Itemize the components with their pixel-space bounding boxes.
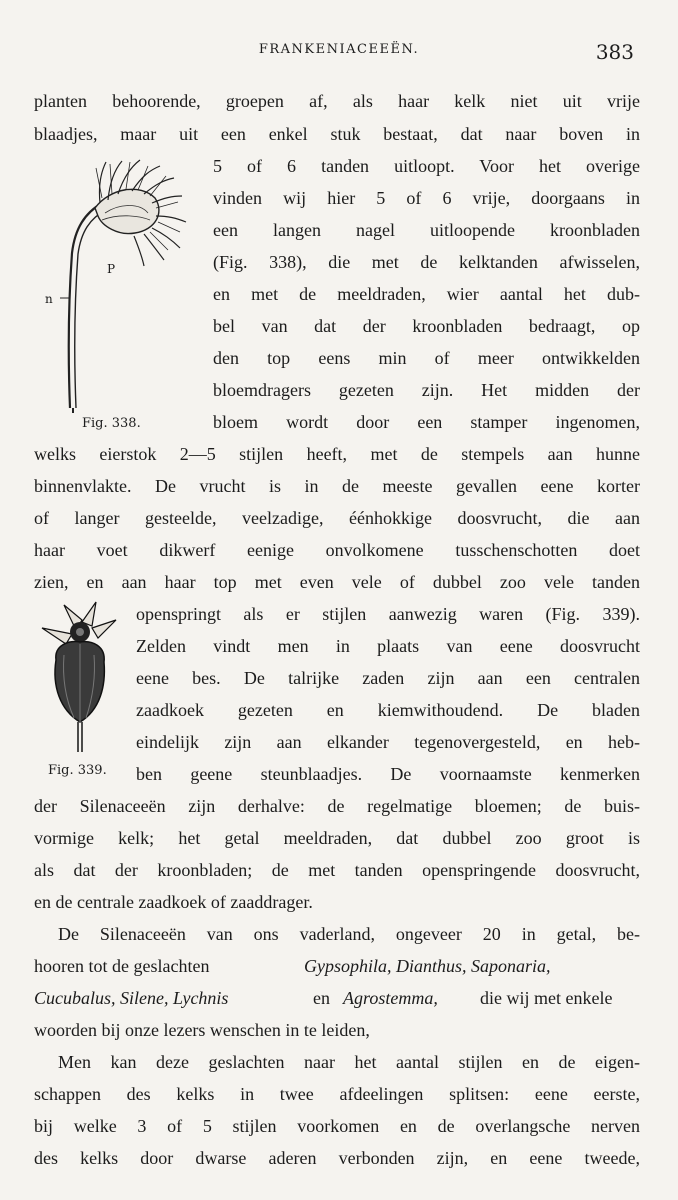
text-line: bel van dat der kroonbladen bedraagt, op [213,316,640,336]
text-line: 5 of 6 tanden uitloopt. Voor het overige [213,156,640,176]
text-line: blaadjes, maar uit een enkel stuk bestaat, dat naar boven in [34,124,640,144]
genus-names-line-1: Gypsophila, Dianthus, Saponaria, [304,956,551,976]
text-line: zien, en aan haar top met even vele of dubbel zoo vele tanden [34,572,640,592]
text-line: ben geene steunblaadjes. De voornaamste kenmerken [136,764,640,784]
figure-338 [40,158,200,418]
text-line: een langen nagel uitloopende kroonbladen [213,220,640,240]
text-line: hooren tot de geslachten [34,956,210,976]
figure-339-illustration [34,600,124,760]
text-line: vinden wij hier 5 of 6 vrije, doorgaans in [213,188,640,208]
text-line: Zelden vindt men in plaats van eene doosvrucht [136,636,640,656]
text-line: welks eierstok 2—5 stijlen heeft, met de stempels aan hunne [34,444,640,464]
text-line: des kelks door dwarse aderen verbonden zijn, en eene tweede, [34,1148,640,1168]
text-line: bloem wordt door een stamper ingenomen, [213,412,640,432]
text-line: woorden bij onze lezers wenschen in te leiden, [34,1020,370,1040]
genus-names-line-2: Cucubalus, Silene, Lychnis [34,988,229,1008]
figure-338-illustration [40,158,200,418]
text-line: eene bes. De talrijke zaden zijn aan een centralen [136,668,640,688]
text-line: vormige kelk; het getal meeldraden, dat dubbel zoo groot is [34,828,640,848]
text-line: en met de meeldraden, wier aantal het dub- [213,284,640,304]
figure-label-p: P [107,262,116,276]
text-line: openspringt als er stijlen aanwezig waren (Fig. 339). [136,604,640,624]
figure-338-caption: Fig. 338. [82,416,141,431]
genus-name-agrostemma: Agrostemma, [343,988,438,1008]
text-line: zaadkoek gezeten en kiemwithoudend. De bladen [136,700,640,720]
text-line: bloemdragers gezeten zijn. Het midden der [213,380,640,400]
text-line: De Silenaceeën van ons vaderland, ongeveer 20 in getal, be- [58,924,640,944]
text-line: den top eens min of meer ontwikkelden [213,348,640,368]
figure-339 [34,600,124,760]
text-line: en [313,988,330,1008]
running-title: FRANKENIACEEËN. [258,42,420,57]
page-number: 383 [595,40,634,64]
text-line: of langer gesteelde, veelzadige, éénhokkige doosvrucht, die aan [34,508,640,528]
figure-label-n: n [45,292,53,306]
text-line: der Silenaceeën zijn derhalve: de regelmatige bloemen; de buis- [34,796,640,816]
text-line: haar voet dikwerf eenige onvolkomene tusschenschotten doet [34,540,640,560]
text-line: en de centrale zaadkoek of zaaddrager. [34,892,313,912]
text-line: binnenvlakte. De vrucht is in de meeste gevallen eene korter [34,476,640,496]
text-line: als dat der kroonbladen; de met tanden openspringende doosvrucht, [34,860,640,880]
text-line: bij welke 3 of 5 stijlen voorkomen en de overlangsche nerven [34,1116,640,1136]
text-line: planten behoorende, groepen af, als haar kelk niet uit vrije [34,91,640,111]
text-line: (Fig. 338), die met de kelktanden afwisselen, [213,252,640,272]
text-line: eindelijk zijn aan elkander tegenovergesteld, en heb- [136,732,640,752]
text-line: die wij met enkele [480,988,613,1008]
text-line: Men kan deze geslachten naar het aantal stijlen en de eigen- [58,1052,640,1072]
figure-339-caption: Fig. 339. [48,763,107,778]
text-line: schappen des kelks in twee afdeelingen splitsen: eene eerste, [34,1084,640,1104]
